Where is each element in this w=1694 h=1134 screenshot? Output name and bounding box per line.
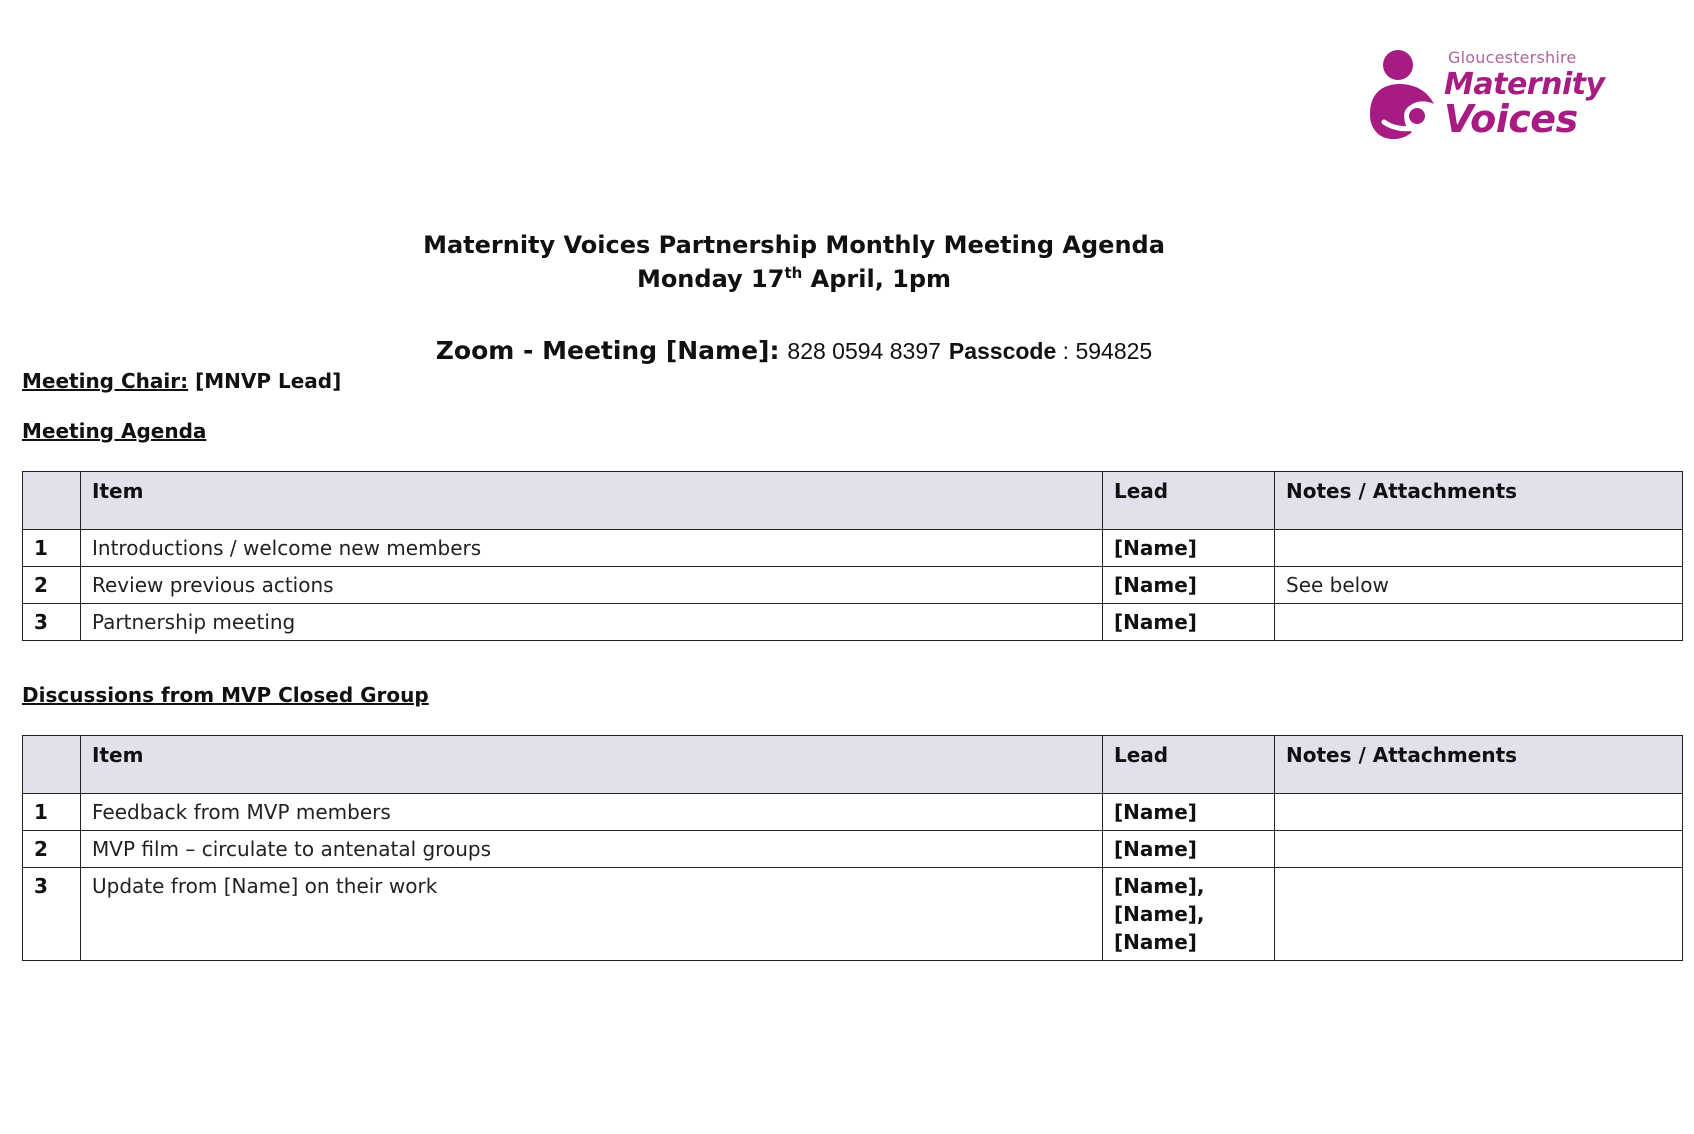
zoom-label: Zoom - Meeting [Name]: xyxy=(435,336,780,365)
chair-label: Meeting Chair: xyxy=(22,369,189,393)
lead-name: [Name] xyxy=(1114,837,1197,861)
header-item: Item xyxy=(81,736,1103,794)
row-notes: See below xyxy=(1275,567,1683,604)
passcode-separator: : xyxy=(1056,338,1076,364)
row-item xyxy=(81,831,1103,868)
header-lead: Lead xyxy=(1103,736,1275,794)
row-notes xyxy=(1275,831,1683,868)
row-number: 3 xyxy=(23,868,81,961)
row-notes xyxy=(1275,604,1683,641)
lead-name: [Name], xyxy=(1114,902,1205,926)
row-item xyxy=(81,530,1103,567)
header-num xyxy=(23,736,81,794)
header-item: Item xyxy=(81,472,1103,530)
table-row xyxy=(23,567,1683,604)
meeting-chair xyxy=(22,369,341,393)
row-lead xyxy=(1103,868,1275,961)
row-item xyxy=(81,794,1103,831)
row-lead xyxy=(1103,604,1275,641)
row-notes xyxy=(1275,868,1683,961)
item-text: Review previous actions xyxy=(92,573,334,597)
zoom-meeting-id: 828 0594 8397 xyxy=(787,338,941,364)
logo-wordmark xyxy=(1444,48,1605,141)
row-number: 3 xyxy=(23,604,81,641)
table-row xyxy=(23,831,1683,868)
date-suffix: April, 1pm xyxy=(802,265,952,293)
row-notes xyxy=(1275,794,1683,831)
organisation-logo xyxy=(1364,44,1605,144)
header-num xyxy=(23,472,81,530)
discussions-header-row xyxy=(23,736,1683,794)
agenda-header-row xyxy=(23,472,1683,530)
table-row xyxy=(23,530,1683,567)
item-text: Update from [Name] on their work xyxy=(92,874,438,898)
row-item xyxy=(81,868,1103,961)
row-lead xyxy=(1103,567,1275,604)
row-number: 1 xyxy=(23,530,81,567)
lead-name: [Name] xyxy=(1114,610,1197,634)
row-lead xyxy=(1103,794,1275,831)
item-text: Introductions / welcome new members xyxy=(92,536,482,560)
logo-line-maternity: Maternity xyxy=(1444,67,1605,102)
item-text: Feedback from MVP members xyxy=(92,800,391,824)
item-text: MVP film – circulate to antenatal groups xyxy=(92,837,491,861)
logo-line-voices: Voices xyxy=(1444,97,1578,141)
mother-and-baby-logo-icon xyxy=(1364,48,1454,144)
lead-name: [Name] xyxy=(1114,573,1197,597)
date-ordinal: th xyxy=(784,264,803,282)
row-number: 2 xyxy=(23,831,81,868)
zoom-details xyxy=(0,334,1588,368)
header-notes: Notes / Attachments xyxy=(1275,472,1683,530)
meeting-date xyxy=(0,262,1588,296)
date-prefix: Monday 17 xyxy=(636,265,785,293)
row-item xyxy=(81,604,1103,641)
header-notes: Notes / Attachments xyxy=(1275,736,1683,794)
logo-county: Gloucestershire xyxy=(1448,48,1577,67)
agenda-table xyxy=(22,471,1683,641)
lead-name: [Name] xyxy=(1114,536,1197,560)
passcode-label: Passcode xyxy=(948,338,1057,364)
agenda-heading: Meeting Agenda xyxy=(22,419,207,443)
chair-value: [MNVP Lead] xyxy=(195,369,342,393)
row-item xyxy=(81,567,1103,604)
discussions-heading: Discussions from MVP Closed Group xyxy=(22,683,429,707)
passcode-value: 594825 xyxy=(1075,338,1153,364)
lead-name: [Name] xyxy=(1114,800,1197,824)
row-lead xyxy=(1103,831,1275,868)
lead-name: [Name], xyxy=(1114,874,1205,898)
row-notes xyxy=(1275,530,1683,567)
page-title xyxy=(0,228,1588,296)
title-line: Maternity Voices Partnership Monthly Meeting Agenda xyxy=(423,231,1165,259)
discussions-table xyxy=(22,735,1683,961)
item-text: Partnership meeting xyxy=(92,610,296,634)
header-lead: Lead xyxy=(1103,472,1275,530)
row-lead xyxy=(1103,530,1275,567)
row-number: 1 xyxy=(23,794,81,831)
table-row xyxy=(23,868,1683,961)
row-number: 2 xyxy=(23,567,81,604)
lead-name: [Name] xyxy=(1114,930,1197,954)
table-row xyxy=(23,604,1683,641)
table-row xyxy=(23,794,1683,831)
